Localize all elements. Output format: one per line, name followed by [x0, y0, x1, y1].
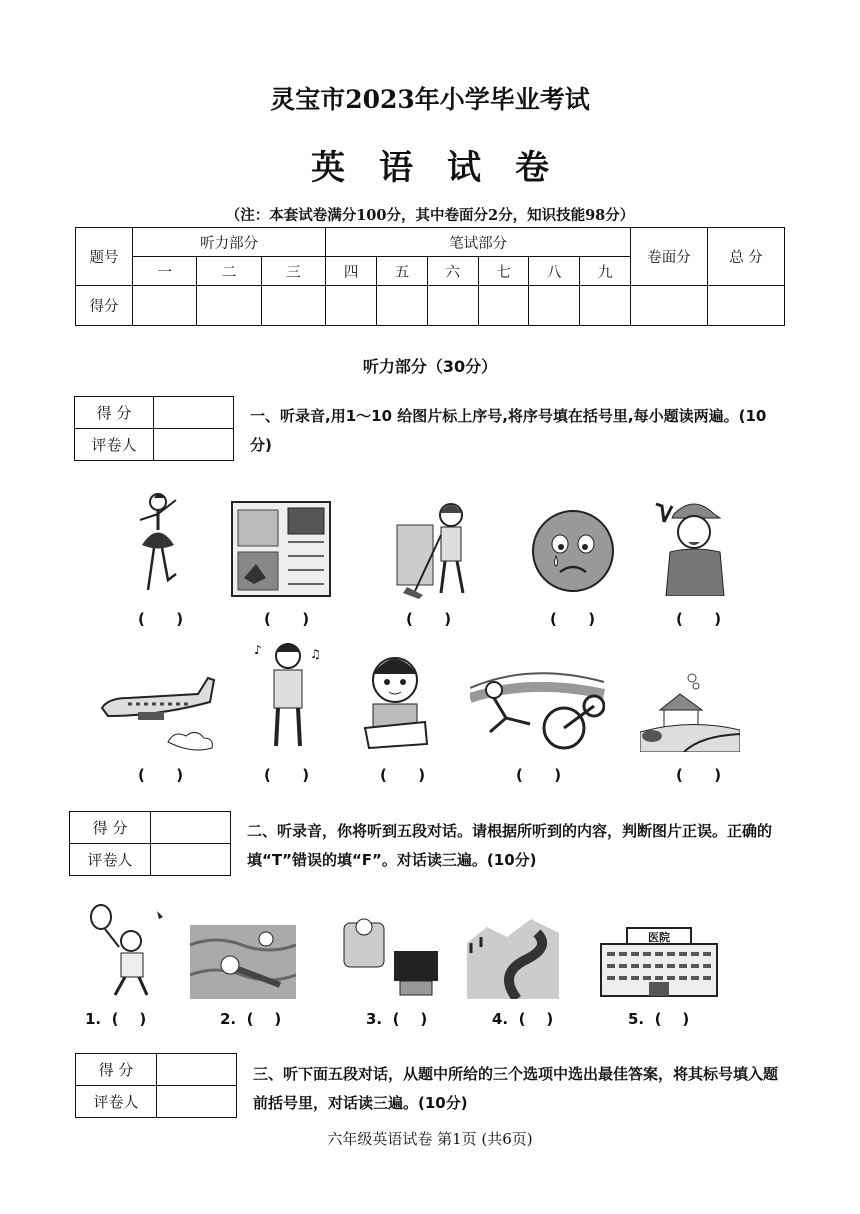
- part2-answer-4[interactable]: 4. ( ): [492, 1010, 554, 1028]
- part1-answer-paren[interactable]: ( ): [264, 766, 310, 784]
- score-cell[interactable]: [326, 286, 377, 326]
- hospital-sign-text: 医院: [648, 931, 670, 944]
- grader-score-label: 得 分: [76, 1054, 157, 1086]
- score-cell[interactable]: [427, 286, 478, 326]
- great-wall-picture: [467, 913, 559, 999]
- page-footer: 六年级英语试卷 第1页 (共6页): [327, 1130, 533, 1148]
- listening-section-title: 听力部分（30分）: [362, 357, 498, 376]
- crying-face-picture: [530, 508, 616, 594]
- part3-instruction: 三、听下面五段对话，从题中所给的三个选项中选出最佳答案，将其标号填入题前括号里，对话读三遍。(10分): [253, 1065, 779, 1112]
- part1-answer-paren[interactable]: ( ): [516, 766, 562, 784]
- swimming-picture: [190, 925, 296, 999]
- grader-reviewer-cell[interactable]: [157, 1086, 237, 1118]
- score-cell[interactable]: [529, 286, 580, 326]
- sweeping-girl-picture: [395, 495, 487, 600]
- part1-instruction: 一、听录音,用1～10 给图片标上序号,将序号填在括号里,每小题读两遍。(10分): [250, 407, 767, 454]
- exam-note: （注：本套试卷满分100分，其中卷面分2分，知识技能98分）: [225, 207, 635, 224]
- grader-reviewer-cell[interactable]: [154, 429, 234, 461]
- writing-header: 笔试部分: [326, 228, 631, 257]
- ballet-girl-picture: [128, 490, 183, 600]
- exam-subject: 英语试卷: [311, 148, 583, 188]
- score-cell[interactable]: [377, 286, 428, 326]
- svg-text:♫: ♫: [310, 647, 321, 661]
- grader-reviewer-label: 评卷人: [76, 1086, 157, 1118]
- num-9: 九: [580, 257, 631, 286]
- defen-label: 得分: [76, 286, 133, 326]
- mechanic-picture: [650, 492, 740, 596]
- part1-answer-paren[interactable]: ( ): [264, 610, 310, 628]
- num-2: 二: [197, 257, 261, 286]
- listening-header: 听力部分: [133, 228, 326, 257]
- postcard-picture: [230, 500, 332, 598]
- svg-text:♪: ♪: [254, 643, 262, 657]
- part2-answer-2[interactable]: 2. ( ): [220, 1010, 282, 1028]
- num-6: 六: [427, 257, 478, 286]
- part1-answer-paren[interactable]: ( ): [138, 610, 184, 628]
- part1-answer-paren[interactable]: ( ): [550, 610, 596, 628]
- part2-answer-1[interactable]: 1. ( ): [85, 1010, 147, 1028]
- grader-reviewer-cell[interactable]: [151, 844, 231, 876]
- part1-answer-paren[interactable]: ( ): [676, 610, 722, 628]
- score-cell[interactable]: [261, 286, 326, 326]
- grader-reviewer-label: 评卷人: [70, 844, 151, 876]
- grader-box-part3: [75, 1053, 237, 1118]
- grader-score-cell[interactable]: [154, 397, 234, 429]
- num-5: 五: [377, 257, 428, 286]
- grader-score-cell[interactable]: [151, 812, 231, 844]
- juanmian-header: 卷面分: [631, 228, 708, 286]
- num-8: 八: [529, 257, 580, 286]
- badminton-boy-picture: [85, 903, 171, 999]
- part1-answer-paren[interactable]: ( ): [406, 610, 452, 628]
- num-3: 三: [261, 257, 326, 286]
- grader-box-part2: [69, 811, 231, 876]
- part2-instruction: 二、听录音，你将听到五段对话。请根据所听到的内容，判断图片正误。正确的填“T”错误的填“F”。对话读三遍。(10分): [247, 822, 773, 869]
- num-7: 七: [478, 257, 529, 286]
- part1-answer-paren[interactable]: ( ): [138, 766, 184, 784]
- countryside-house-picture: [640, 670, 740, 752]
- num-4: 四: [326, 257, 377, 286]
- hospital-picture: [597, 920, 721, 998]
- bike-fall-picture: [470, 658, 605, 750]
- score-table: [75, 227, 785, 326]
- grader-score-label: 得 分: [75, 397, 154, 429]
- singing-boy-picture: [250, 640, 325, 750]
- part2-answer-5[interactable]: 5. ( ): [628, 1010, 690, 1028]
- grader-score-label: 得 分: [70, 812, 151, 844]
- part1-answer-paren[interactable]: ( ): [380, 766, 426, 784]
- part2-answer-3[interactable]: 3. ( ): [366, 1010, 428, 1028]
- score-cell[interactable]: [631, 286, 708, 326]
- grader-box-part1: [74, 396, 234, 461]
- grader-reviewer-label: 评卷人: [75, 429, 154, 461]
- part1-answer-paren[interactable]: ( ): [676, 766, 722, 784]
- score-cell[interactable]: [708, 286, 785, 326]
- airplane-picture: [98, 672, 220, 754]
- tihao-header: 题号: [76, 228, 133, 286]
- score-cell[interactable]: [197, 286, 261, 326]
- score-cell[interactable]: [478, 286, 529, 326]
- exam-title: 灵宝市2023年小学毕业考试: [270, 85, 590, 114]
- reading-boy-picture: [355, 652, 435, 750]
- num-1: 一: [133, 257, 197, 286]
- tv-watching-picture: [340, 913, 442, 997]
- grader-score-cell[interactable]: [157, 1054, 237, 1086]
- total-header: 总 分: [708, 228, 785, 286]
- score-cell[interactable]: [580, 286, 631, 326]
- score-cell[interactable]: [133, 286, 197, 326]
